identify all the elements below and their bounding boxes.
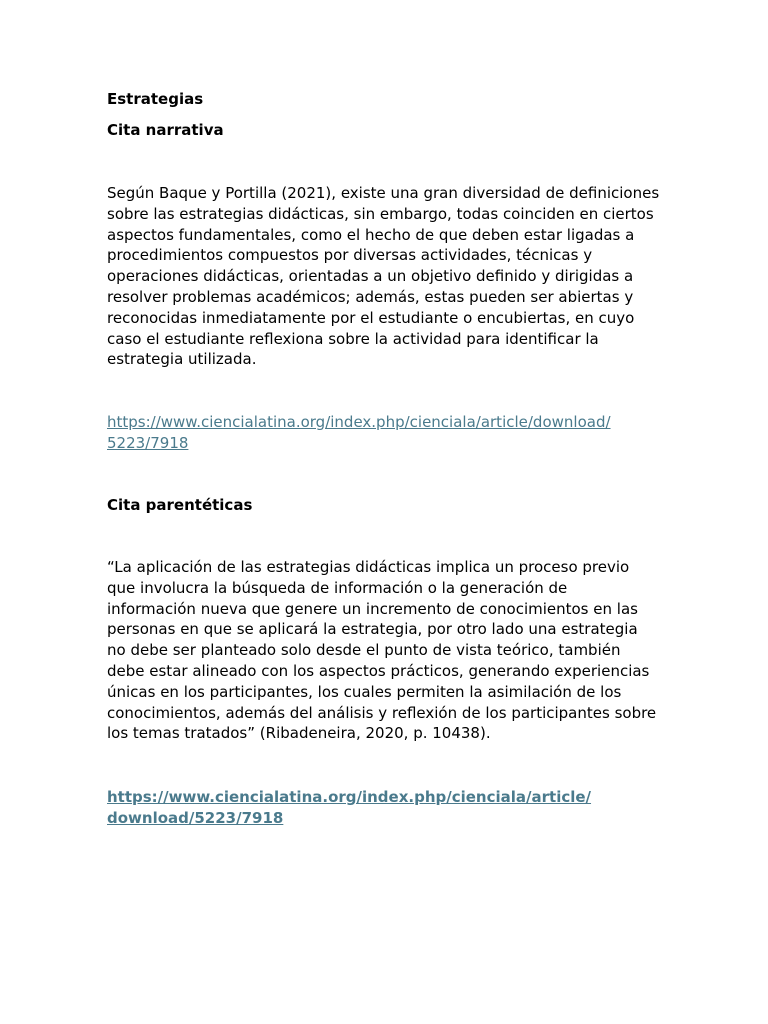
link-line: https://www.ciencialatina.org/index.php/cienciala/article/download/ [107, 413, 611, 431]
document-title: Estrategias [107, 90, 204, 108]
link-line: https://www.ciencialatina.org/index.php/cienciala/article/ [107, 788, 592, 806]
paragraph-line: resolver problemas académicos; además, estas pueden ser abiertas y [107, 287, 634, 306]
paragraph-line: caso el estudiante reflexiona sobre la actividad para identificar la [107, 329, 599, 348]
paragraph-line: que involucra la búsqueda de información o la generación de [107, 578, 568, 597]
source-link-narrative[interactable] [107, 412, 667, 454]
paragraph-line: no debe ser planteado solo desde el punto de vista teórico, también [107, 641, 621, 660]
paragraph-line: los temas tratados” (Ribadeneira, 2020, p. 10438). [107, 724, 491, 743]
link-line: 5223/7918 [107, 433, 189, 452]
parenthetical-paragraph [107, 557, 667, 744]
paragraph-line: personas en que se aplicará la estrategia, por otro lado una estrategia [107, 620, 638, 639]
paragraph-line: “La aplicación de las estrategias didácticas implica un proceso previo [107, 558, 630, 576]
paragraph-line: procedimientos compuestos por diversas actividades, técnicas y [107, 246, 593, 265]
section-heading-narrative: Cita narrativa [107, 121, 224, 139]
paragraph-line: sobre las estrategias didácticas, sin embargo, todas coinciden en ciertos [107, 204, 654, 223]
paragraph-line: debe estar alineado con los aspectos prácticos, generando experiencias [107, 661, 650, 680]
paragraph-line: únicas en los participantes, los cuales permiten la asimilación de los [107, 682, 622, 701]
section-heading-parenthetical: Cita parentéticas [107, 496, 253, 514]
paragraph-line: conocimientos, además del análisis y reflexión de los participantes sobre [107, 703, 657, 722]
source-link-parenthetical[interactable] [107, 787, 667, 829]
paragraph-line: aspectos fundamentales, como el hecho de que deben estar ligadas a [107, 225, 635, 244]
paragraph-line: reconocidas inmediatamente por el estudiante o encubiertas, en cuyo [107, 308, 635, 327]
paragraph-line: Según Baque y Portilla (2021), existe una gran diversidad de definiciones [107, 184, 660, 202]
narrative-paragraph [107, 183, 667, 370]
paragraph-line: estrategia utilizada. [107, 350, 257, 369]
paragraph-line: operaciones didácticas, orientadas a un objetivo definido y dirigidas a [107, 267, 634, 286]
paragraph-line: información nueva que genere un incremento de conocimientos en las [107, 599, 638, 618]
link-line: download/5223/7918 [107, 808, 284, 827]
